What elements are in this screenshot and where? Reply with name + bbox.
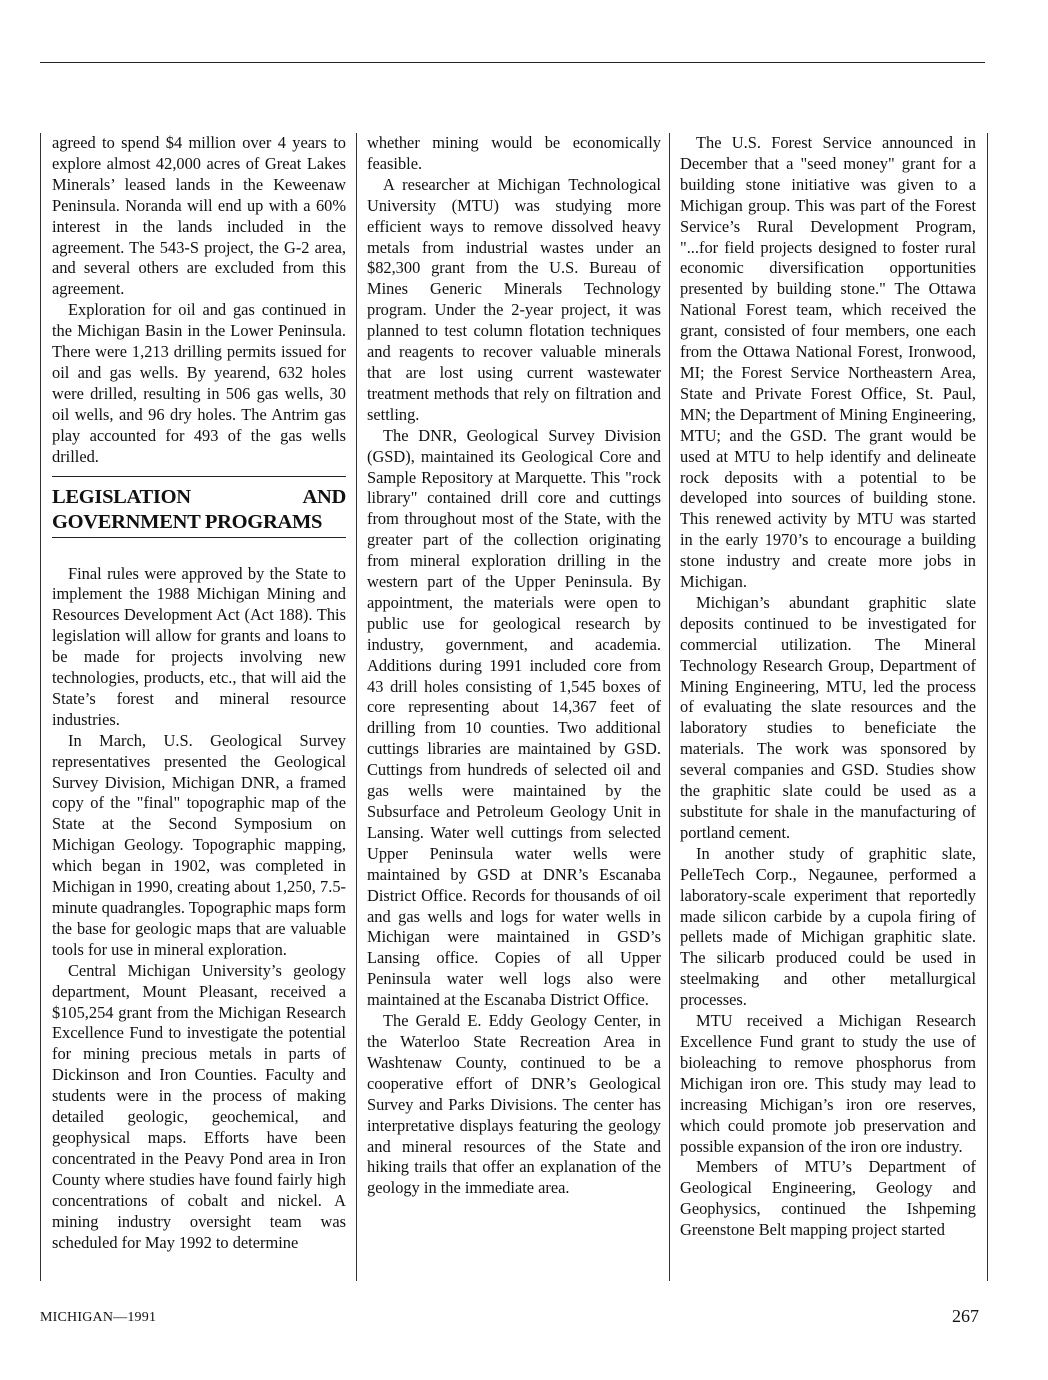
paragraph: The U.S. Forest Service announced in December that a "seed money" grant for a building stone initiative was given to a Michigan group. This was part of the Forest Service’s Rural Development Program, "...for field projects designed to foster rural economic diversification opportunities presented by building stone." The Ottawa National Forest team, which received the grant, consisted of four members, one each from the Ottawa National Forest, Ironwood, MI; the Forest Service Northeastern Area, State and Private Forest Office, St. Paul, MN; the Department of Mining Engineering, MTU; and the GSD. The grant would be used at MTU to help identify and delineate rock deposits with a potential to be developed into sources of building stone. This renewed activity by MTU was started in the early 1970’s to encourage a building stone industry and create more jobs in Michigan. (680, 133, 976, 592)
column-2 (367, 133, 661, 1281)
paragraph: A researcher at Michigan Technological University (MTU) was studying more efficient ways to remove dissolved heavy metals from industrial wastes under an $82,300 grant from the U.S. Bureau of Mines Generic Minerals Technology program. Under the 2-year project, it was planned to test column flotation techniques and reagents to recover valuable minerals that are lost using current wastewater treatment methods that rely on filtration and settling. (367, 174, 661, 424)
paragraph: The Gerald E. Eddy Geology Center, in the Waterloo State Recreation Area in Washtenaw County, continued to be a cooperative effort of DNR’s Geological Survey and Parks Divisions. The center has interpretative displays featuring the geology and mineral resources of the State and hiking trails that offer an explanation of the geology in the immediate area. (367, 1011, 661, 1198)
section-heading: LEGISLATION AND GOVERNMENT PROGRAMS (52, 485, 346, 533)
column-rule-1-2 (356, 133, 357, 1281)
paragraph: Central Michigan University’s geology department, Mount Pleasant, received a $105,254 grant from the Michigan Research Excellence Fund to investigate the potential for mining precious metals in parts of Dickinson and Iron Counties. Faculty and students were in the process of making detailed geologic, geochemical, and geophysical maps. Efforts have been concentrated in the Peavy Pond area in Iron County where studies have found fairly high concentrations of cobalt and nickel. A mining industry oversight team was scheduled for May 1992 to determine (52, 960, 346, 1252)
paragraph: Michigan’s abundant graphitic slate deposits continued to be investigated for commercial utilization. The Mineral Technology Research Group, Department of Mining Engineering, MTU, led the process of evaluating the slate resources and the laboratory studies to beneficiate the materials. The work was sponsored by several companies and GSD. Studies show the graphitic slate could be used as a substitute for shale in the manufacturing of portland cement. (680, 592, 976, 842)
top-rule (40, 62, 985, 63)
paragraph: Exploration for oil and gas continued in the Michigan Basin in the Lower Peninsula. There were 1,213 drilling permits issued for oil and gas wells. By yearend, 632 holes were drilled, resulting in 506 gas wells, 30 oil wells, and 96 dry holes. The Antrim gas play accounted for 493 of the gas wells drilled. (52, 300, 346, 466)
section-heading-block (52, 476, 346, 538)
paragraph: Final rules were approved by the State to implement the 1988 Michigan Mining and Resources Development Act (Act 188). This legislation will allow for grants and loans to be made for projects involving new technologies, products, etc., that will aid the State’s forest and mineral resource industries. (52, 563, 346, 729)
paragraph: Members of MTU’s Department of Geological Engineering, Geology and Geophysics, continued the Ishpeming Greenstone Belt mapping project started (680, 1157, 976, 1240)
paragraph: MTU received a Michigan Research Excellence Fund grant to study the use of bioleaching to remove phosphorus from Michigan iron ore. This study may lead to increasing Michigan’s iron ore reserves, which could promote job preservation and possible expansion of the iron ore industry. (680, 1011, 976, 1156)
column-rule-right (987, 133, 988, 1281)
column-rule-2-3 (669, 133, 670, 1281)
page-number: 267 (952, 1306, 979, 1326)
running-title: MICHIGAN—1991 (40, 1310, 157, 1325)
column-rule-left (40, 133, 41, 1281)
heading-rule (52, 537, 346, 538)
column-1 (52, 133, 346, 1281)
paragraph: The DNR, Geological Survey Division (GSD), maintained its Geological Core and Sample Repository at Marquette. This "rock library" contained drill core and cuttings from throughout most of the State, with the greater part of the collection originating from mineral exploration drilling in the western part of the Upper Peninsula. By appointment, the materials were open to public use for geological research by industry, government, and academia. Additions during 1991 included core from 43 drill holes consisting of 1,545 boxes of core representing about 14,367 feet of drilling from 10 counties. Two additional cuttings libraries are maintained by GSD. Cuttings from hundreds of selected oil and gas wells were maintained by the Subsurface and Petroleum Geology Unit in Lansing. Water well cuttings from selected Upper Peninsula water wells were maintained by GSD at DNR’s Escanaba District Office. Records for thousands of oil and gas wells and logs for water wells in Michigan were maintained in GSD’s Lansing office. Copies of all Upper Peninsula water well logs also were maintained at the Escanaba District Office. (367, 425, 661, 1010)
column-3 (680, 133, 976, 1281)
paragraph: whether mining would be economically feasible. (367, 133, 661, 173)
paragraph: In March, U.S. Geological Survey representatives presented the Geological Survey Division, Michigan DNR, a framed copy of the "final" topographic map of the State at the Second Symposium on Michigan Geology. Topographic mapping, which began in 1902, was completed in Michigan in 1990, creating about 1,250, 7.5-minute quadrangles. Topographic maps form the base for geologic maps that are valuable tools for use in mineral exploration. (52, 730, 346, 959)
paragraph: In another study of graphitic slate, PelleTech Corp., Negaunee, performed a laboratory-scale experiment that reportedly made silicon carbide by a cupola firing of pellets made of Michigan graphitic slate. The silicarb produced could be used in steelmaking and other metallurgical processes. (680, 843, 976, 1010)
paragraph: agreed to spend $4 million over 4 years to explore almost 42,000 acres of Great Lakes Minerals’ leased lands in the Keweenaw Peninsula. Noranda will end up with a 60% interest in the lands included in the agreement. The 543-S project, the G-2 area, and several others are excluded from this agreement. (52, 133, 346, 299)
